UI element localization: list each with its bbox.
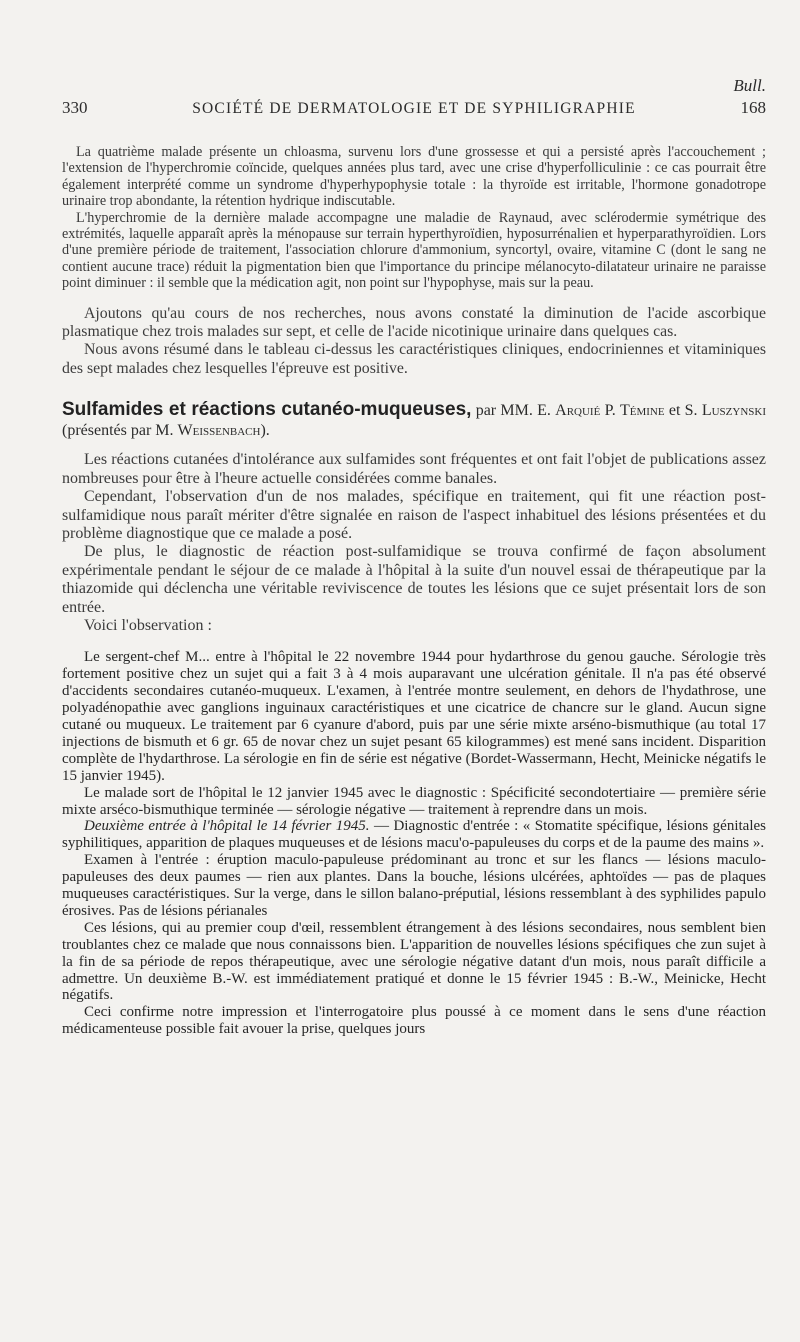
paragraph: Nous avons résumé dans le tableau ci-dessus les caractéristiques cliniques, endocriniennes et vitaminiques des sept malades chez lesquelles l'épreuve est positive.	[62, 341, 766, 377]
author-name: Arquié	[555, 402, 601, 420]
paragraph: De plus, le diagnostic de réaction post-sulfamidique se trouva confirmé de façon absolument expérimentale pendant le séjour de ce malade à l'hôpital à la suite d'un nouvel essai de thérapeutique par la thiazomide qui déclencha une véritable reviviscence de toutes les lésions que ce sujet présentait lors de son entrée.	[62, 543, 766, 616]
paragraph: Ceci confirme notre impression et l'interrogatoire plus poussé à ce moment dans le sens d'une réaction médicamenteuse possible fait avouer la prise, quelques jours	[62, 1004, 766, 1038]
byline-close: ).	[260, 422, 270, 440]
paragraph: Le malade sort de l'hôpital le 12 janvier 1945 avec le diagnostic : Spécificité secondotertiaire — première série mixte arséco-bismuthique terminée — sérologie négative — traitement à reprendre dans un mois.	[62, 784, 766, 818]
paragraph: Voici l'observation :	[84, 616, 212, 634]
article-heading	[62, 400, 766, 441]
paragraph: Examen à l'entrée : éruption maculo-papuleuse prédominant au tronc et sur les flancs — lésions maculo-papuleuses des deux paumes — rien aux plantes. Dans la bouche, lésions ulcérées, aphtoïdes — pas de plaques muqueuses caractéristiques. Sur la verge, dans le sillon balano-préputial, lésions ressemblant à des syphilides papulo érosives. Pas de lésions périanales	[62, 852, 766, 919]
paragraph: La quatrième malade présente un chloasma, survenu lors d'une grossesse et qui a persisté après l'accouchement ; l'extension de l'hyperchromie coïncide, quelques années plus tard, avec une crise d'hyperfolliculinie : ce cas pourrait être également interprété comme un syndrome d'hyperhypophysie totale : la thyroïde est irritable, l'hormone gonadotrope urinaire trop abondante, la rétention hydrique indiscutable.	[62, 144, 766, 210]
volume-number: 168	[740, 98, 766, 117]
byline-et: et S.	[668, 402, 698, 420]
continuation-conclusion	[62, 305, 766, 379]
journal-title: SOCIÉTÉ DE DERMATOLOGIE ET DE SYPHILIGRAPHIE	[192, 100, 636, 117]
second-admission-text: — Diagnostic d'entrée : « Stomatite spécifique, lésions génitales syphilitiques, apparition de plaques muqueuses et de lésions macu'o-papuleuses du corps et de la paume des mains ».	[62, 818, 766, 852]
second-admission-label: Deuxième entrée à l'hôpital le 14 février 1945.	[84, 818, 370, 835]
journal-abbrev: Bull.	[733, 76, 766, 95]
author-name: Luszynski	[701, 402, 766, 420]
presenter-name: Weissenbach	[177, 422, 261, 440]
paragraph: Les réactions cutanées d'intolérance aux sulfamides sont fréquentes et ont fait l'objet de publications assez nombreuses pour être à l'heure actuelle considérées comme banales.	[62, 451, 766, 487]
page-content	[62, 144, 766, 1038]
paragraph: Ajoutons qu'au cours de nos recherches, nous avons constaté la diminution de l'acide ascorbique plasmatique chez trois malades sur sept, et celle de l'acide nicotinique urinaire dans quelques cas.	[62, 304, 766, 341]
article-body	[62, 451, 766, 635]
continuation-small-text	[62, 144, 766, 292]
byline-by: par MM. E.	[475, 402, 551, 420]
paragraph: Le sergent-chef M... entre à l'hôpital le 22 novembre 1944 pour hydarthrose du genou gauche. Sérologie très fortement positive chez un sujet qui a fait 3 à 4 mois auparavant une ulcération génitale. Il n'a pas été observé d'accidents secondaires cutanéo-muqueux. L'examen, à l'entrée montre seulement, en dehors de l'hydathrose, une polyadénopathie avec ganglions inguinaux caractéristiques et une cicatrice de chancre sur le gland. Aucun signe cutané ou muqueux. Le traitement par 6 cyanure d'abord, puis par une série mixte arséno-bismuthique (au total 17 injections de bismuth et 6 gr. 65 de novar chez un sujet pesant 65 kilogrammes) est mené sans incident. Disparition complète de l'hydarthrose. La sérologie en fin de série est négative (Bordet-Wassermann, Hecht, Meinicke négatifs le 15 janvier 1945).	[62, 649, 766, 784]
presented-by: (présentés par M.	[62, 422, 174, 440]
paragraph: L'hyperchromie de la dernière malade accompagne une maladie de Raynaud, avec sclérodermie symétrique des extrémités, laquelle apparaît après la ménopause sur terrain hyperthyroïdien, hyposurrénalien et hyperparathyroïdien. Lors d'une première période de traitement, l'association chlorure d'ammonium, syncortyl, ovaire, vitamine C (dont le sang ne contient aucune trace) réduit la pigmentation bien que l'importance du principe mélanocyto-dilatateur urinaire ne paraisse point diminuer : il semble que la médication agit, non point sur l'hypophyse, mais sur la peau.	[62, 209, 766, 292]
paragraph: Cependant, l'observation d'un de nos malades, spécifique en traitement, qui fit une réaction post-sulfamidique nous paraît mériter d'être signalée en raison de l'aspect inhabituel des lésions présentées et du problème diagnostique que ce malade a posé.	[62, 488, 766, 542]
author-name: Témine	[619, 402, 665, 420]
paragraph	[62, 818, 766, 852]
observation	[62, 649, 766, 1038]
paragraph: Ces lésions, qui au premier coup d'œil, ressemblent étrangement à des lésions secondaires, nous semblent bien troublantes chez ce malade que nous connaissons bien. L'apparition de nouvelles lésions spécifiques che zun sujet à la fin de sa période de repos thérapeutique, avec une sérologie négative datant d'un mois, nous paraît difficile a admettre. Un deuxième B.-W. est immédiatement pratiqué et donne le 15 février 1945 : B.-W., Meinicke, Hecht négatifs.	[62, 919, 766, 1004]
page-number: 330	[62, 98, 88, 117]
article-title: Sulfamides et réactions cutanéo-muqueuses,	[62, 399, 472, 421]
running-head	[62, 98, 766, 118]
author-initial: P.	[604, 402, 616, 420]
